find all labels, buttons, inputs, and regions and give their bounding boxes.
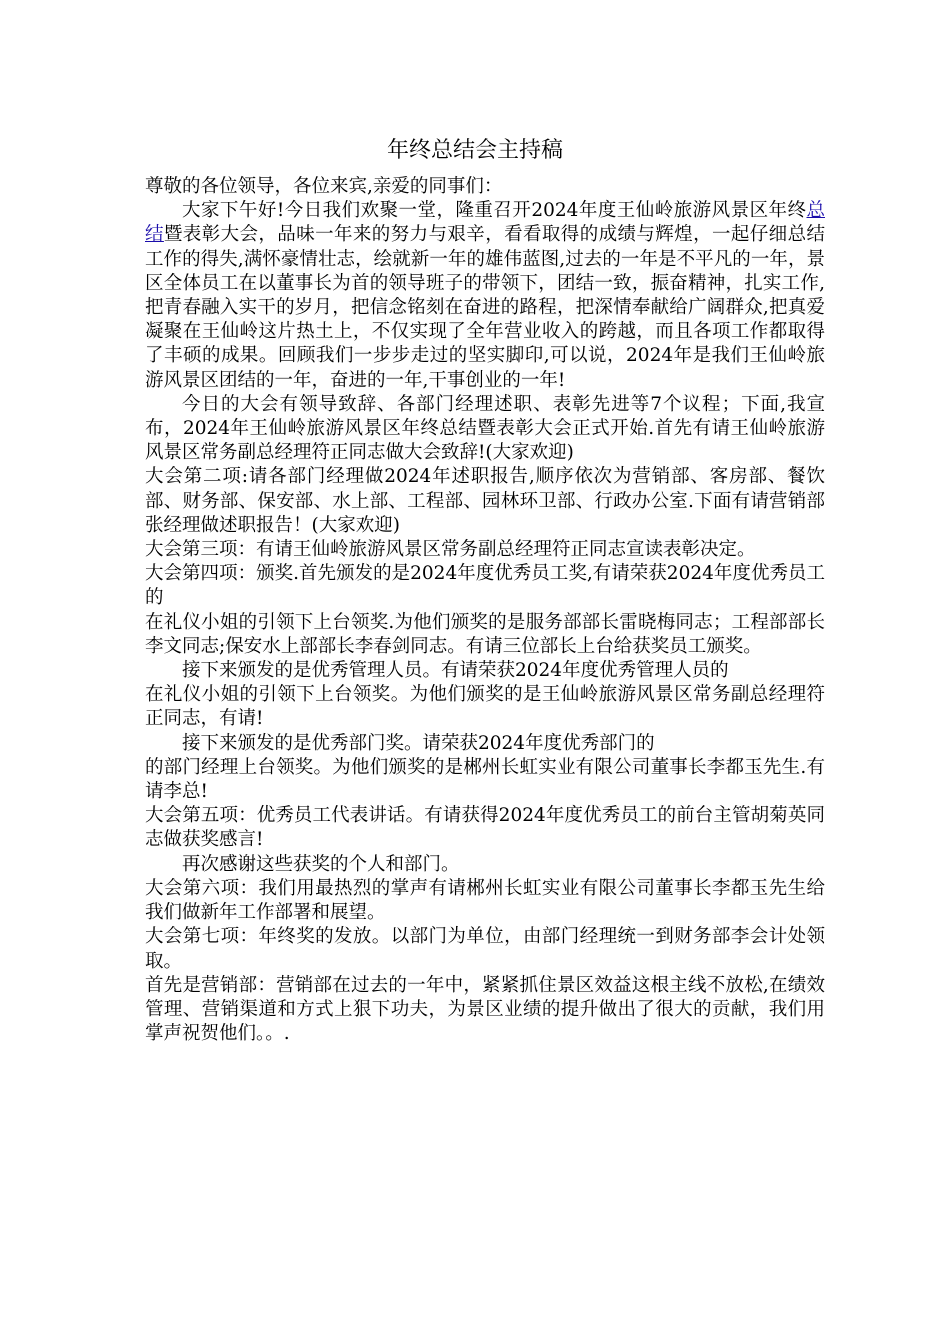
paragraph-item-six: 大会第六项：我们用最热烈的掌声有请郴州长虹实业有限公司董事长李都玉先生给我们做新年工作部署和展望。 xyxy=(145,877,825,924)
paragraph-item-four-continued: 在礼仪小姐的引领下上台领奖.为他们颁奖的是服务部部长雷晓梅同志；工程部部长李文同志;保安水上部部长李春剑同志。有请三位部长上台给获奖员工颁奖。 xyxy=(145,611,825,657)
paragraph-opening-text-before: 大家下午好!今日我们欢聚一堂，隆重召开2024年度王仙岭旅游风景区年终 xyxy=(182,200,807,222)
paragraph-thanks: 再次感谢这些获奖的个人和部门。 xyxy=(182,853,460,875)
summary-link[interactable]: 总结 xyxy=(145,200,825,246)
document-body xyxy=(145,175,825,1046)
paragraph-agenda: 今日的大会有领导致辞、各部门经理述职、表彰先进等7个议程；下面,我宣布，2024年王仙岭旅游风景区年终总结暨表彰大会正式开始.首先有请王仙岭旅游风景区常务副总经理符正同志做大会致辞!(大家欢迎) xyxy=(145,393,825,464)
paragraph-item-three: 大会第三项：有请王仙岭旅游风景区常务副总经理符正同志宣读表彰决定。 xyxy=(145,539,756,561)
paragraph-department-award: 接下来颁发的是优秀部门奖。请荣获2024年度优秀部门的 xyxy=(182,732,655,754)
document-title: 年终总结会主持稿 xyxy=(386,138,563,163)
paragraph-item-four: 大会第四项：颁奖.首先颁发的是2024年度优秀员工奖,有请荣获2024年度优秀员工的 xyxy=(145,563,825,609)
paragraph-managers-award-continued: 在礼仪小姐的引领下上台领奖。为他们颁奖的是王仙岭旅游风景区常务副总经理符正同志，有请! xyxy=(145,684,825,730)
paragraph-item-two: 大会第二项:请各部门经理做2024年述职报告,顺序依次为营销部、客房部、餐饮部、财务部、保安部、水上部、工程部、园林环卫部、行政办公室.下面有请营销部张经理做述职报告！(大家欢迎) xyxy=(145,466,825,536)
paragraph-item-seven: 大会第七项：年终奖的发放。以部门为单位，由部门经理统一到财务部李会计处领取。 xyxy=(145,926,825,972)
paragraph-department-award-continued: 的部门经理上台领奖。为他们颁奖的是郴州长虹实业有限公司董事长李都玉先生.有请李总! xyxy=(145,756,825,803)
paragraph-opening xyxy=(145,199,825,393)
greeting: 尊敬的各位领导，各位来宾,亲爱的同事们： xyxy=(145,176,503,197)
paragraph-item-five: 大会第五项：优秀员工代表讲话。有请获得2024年度优秀员工的前台主管胡菊英同志做获奖感言! xyxy=(145,805,825,851)
paragraph-managers-award: 接下来颁发的是优秀管理人员。有请荣获2024年度优秀管理人员的 xyxy=(182,660,729,682)
paragraph-marketing: 首先是营销部：营销部在过去的一年中，紧紧抓住景区效益这根主线不放松,在绩效管理、营销渠道和方式上狠下功夫，为景区业绩的提升做出了很大的贡献，我们用掌声祝贺他们。。. xyxy=(145,974,825,1045)
paragraph-opening-text-after: 暨表彰大会，品味一年来的努力与艰辛，看看取得的成绩与辉煌，一起仔细总结工作的得失,满怀豪情壮志，绘就新一年的雄伟蓝图,过去的一年是不平凡的一年，景区全体员工在以董事长为首的领导班子的带领下，团结一致，振奋精神，扎实工作,把青春融入实干的岁月，把信念铭刻在奋进的路程，把深情奉献给广阔群众,把真爱凝聚在王仙岭这片热土上，不仅实现了全年营业收入的跨越，而且各项工作都取得了丰硕的成果。回顾我们一步步走过的坚实脚印,可以说，2024年是我们王仙岭旅游风景区团结的一年，奋进的一年,干事创业的一年! xyxy=(145,224,825,391)
